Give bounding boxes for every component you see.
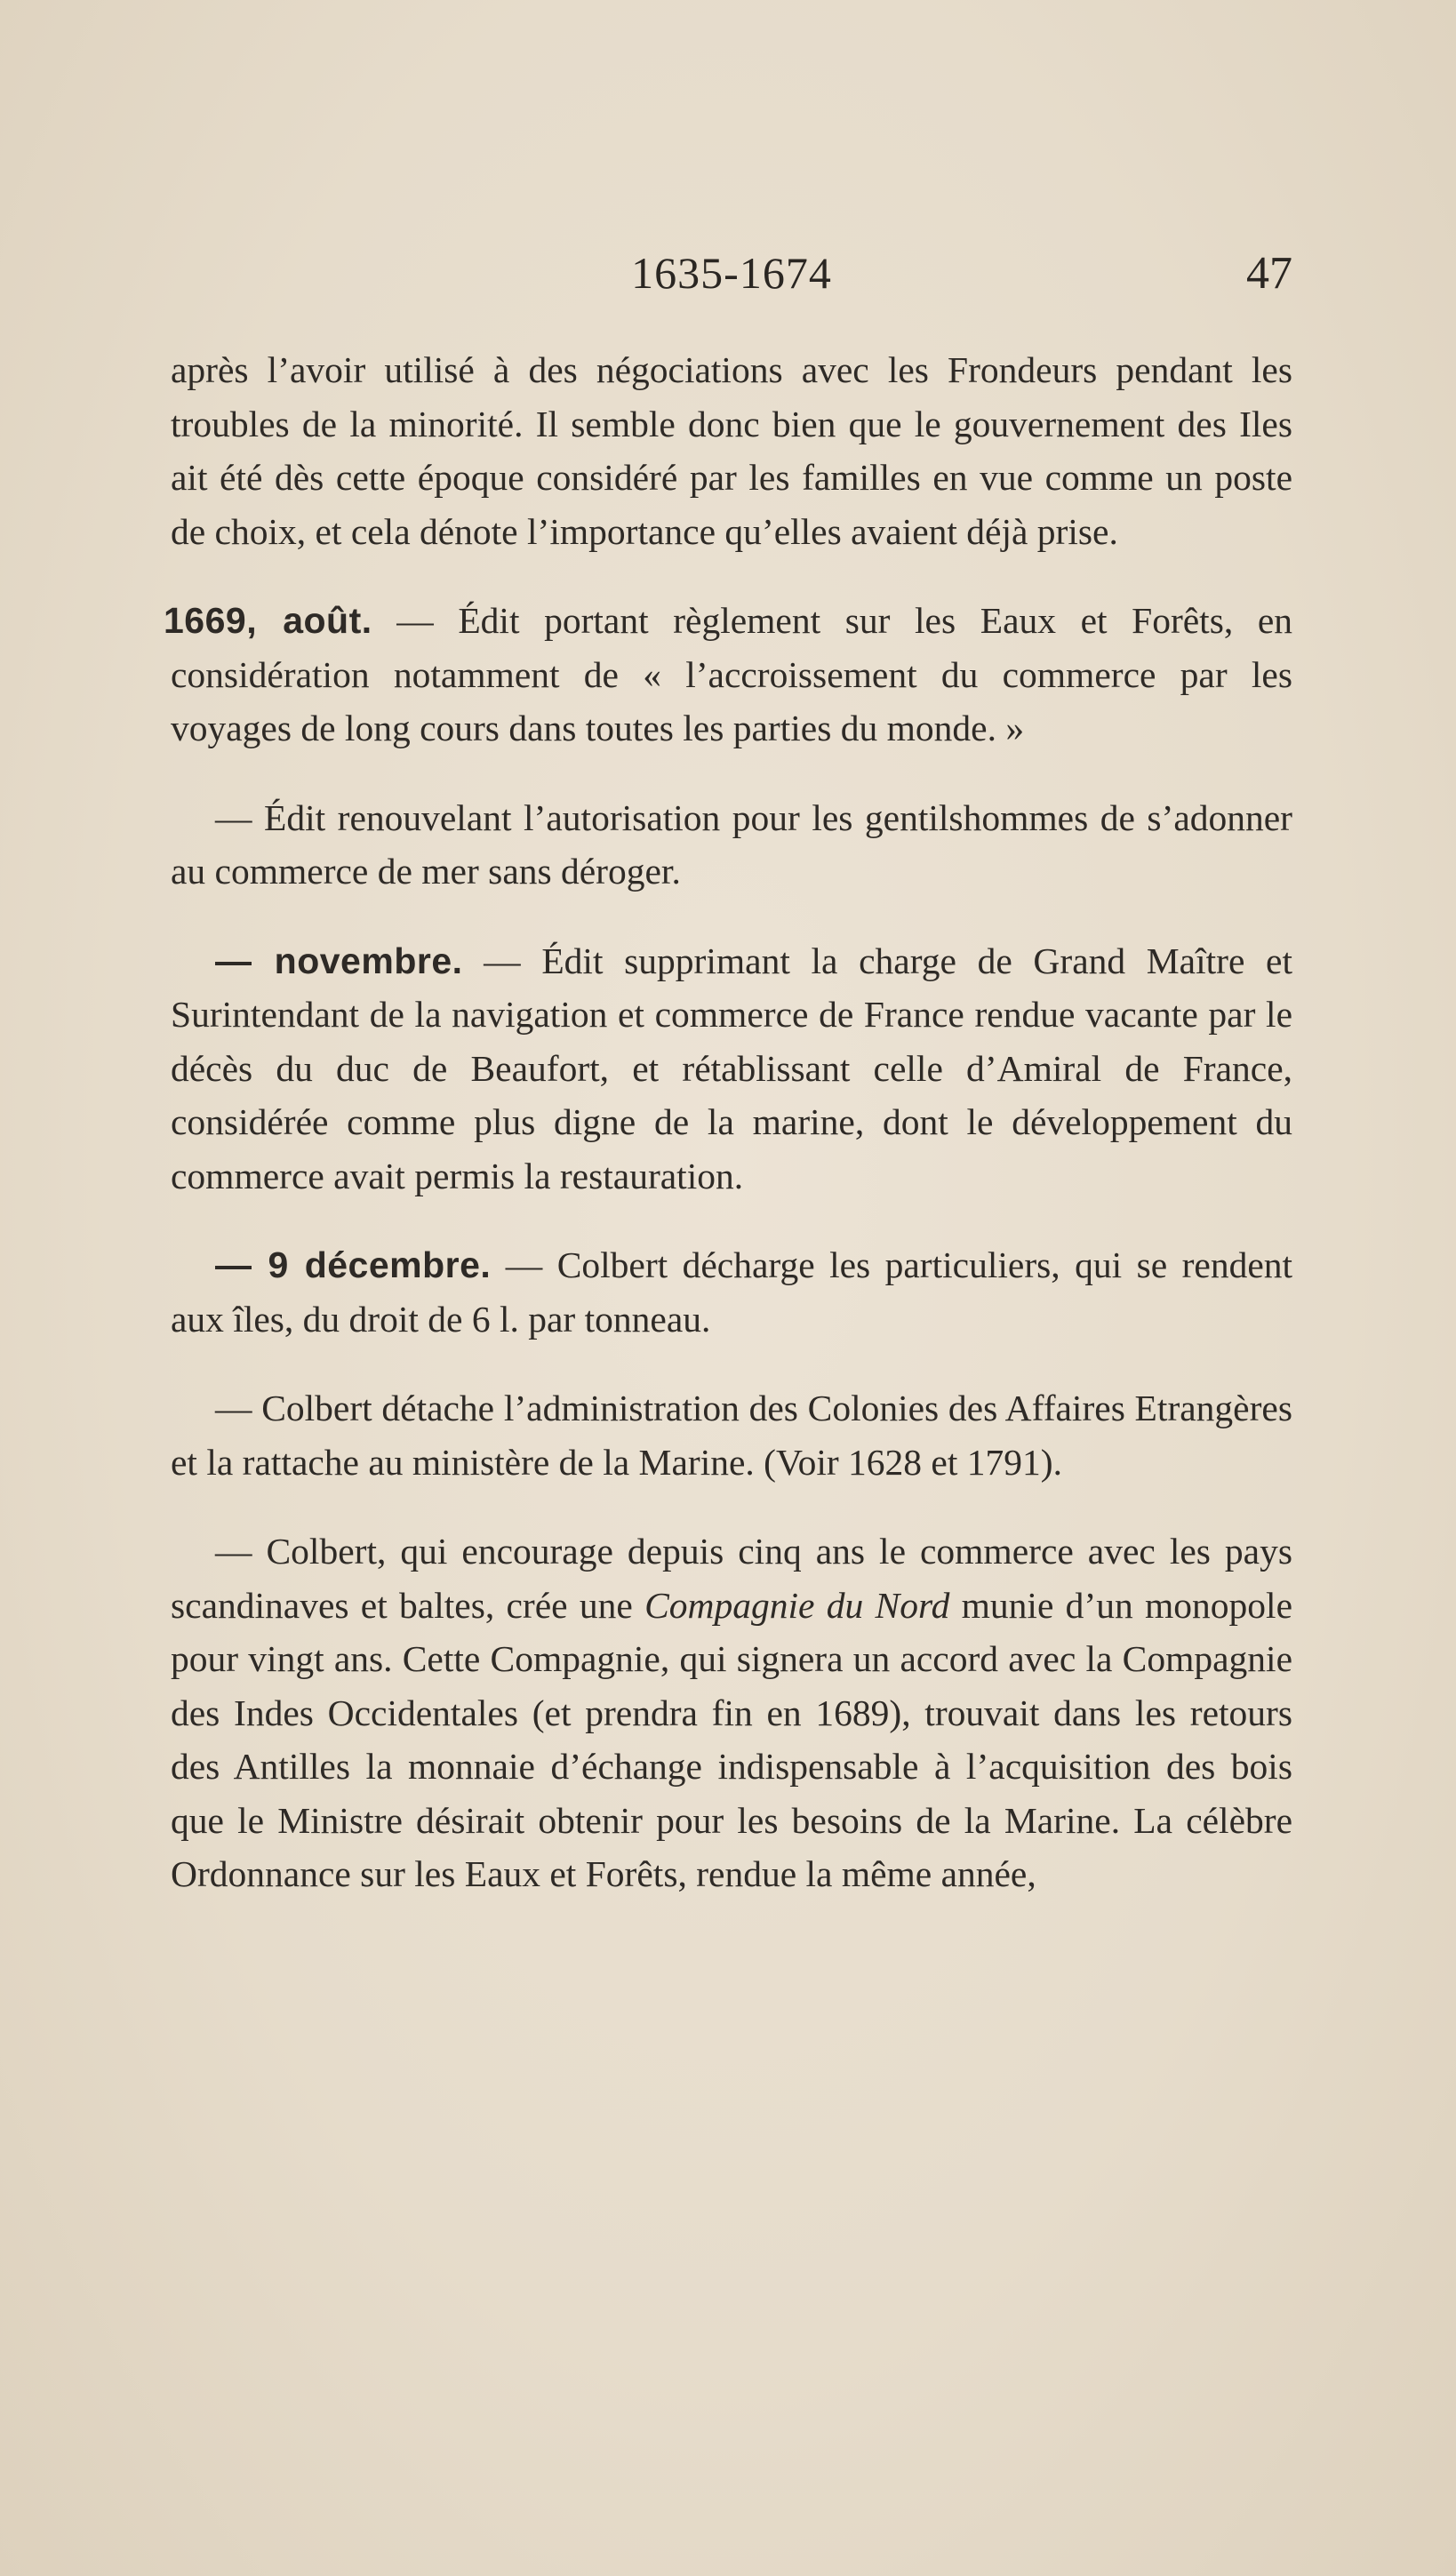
paragraph-text: après l’avoir utilisé à des négociations avec les Frondeurs pendant les troubles de la minorité. Il semble donc bien que le gouvernement des Iles ait été dès cette époque considéré par les familles en vue comme un poste de choix, et cela dénote l’importance qu’elles avaient déjà prise. xyxy=(171,349,1292,552)
entry-text: Édit supprimant la charge de Grand Maître et Surintendant de la navigation et commerce de France rendue vacante par le décès du duc de Beaufort, et rétablissant celle d’Amiral de France, considérée comme plus digne de la marine, dont le développement du commerce avait permis la restauration. xyxy=(171,940,1293,1196)
italic-title: Compagnie du Nord xyxy=(644,1584,950,1626)
entry-text: Édit portant règlement sur les Eaux et Forêts, en considération notamment de « l’accroissement du commerce par les voyages de long cours dans toutes les parties du monde. » xyxy=(171,600,1292,748)
entry-text: — Édit renouvelant l’autorisation pour les gentilshommes de s’adonner au commerce de mer sans déroger. xyxy=(171,796,1292,892)
running-head xyxy=(171,247,1292,309)
entry-separator: — xyxy=(462,940,542,981)
entry-1669-aout xyxy=(164,594,1292,756)
running-title: 1635-1674 xyxy=(631,248,832,298)
entry-9-decembre xyxy=(171,1238,1292,1346)
entry-text: — Colbert, qui encourage depuis cinq ans le commerce avec les pays scandinaves et baltes, crée une xyxy=(171,1531,1292,1626)
entry-separator: — xyxy=(491,1244,557,1285)
entry-separator: — xyxy=(372,600,459,641)
entry-colonies xyxy=(171,1381,1292,1489)
entry-date: — novembre. xyxy=(215,940,463,981)
entry-text: Colbert décharge les particuliers, qui se rendent aux îles, du droit de 6 l. par tonneau. xyxy=(171,1244,1293,1340)
entry-date: 1669, août. xyxy=(164,600,372,641)
body-text xyxy=(164,343,1293,1901)
entry-gentilshommes xyxy=(171,791,1292,899)
entry-compagnie-du-nord xyxy=(171,1524,1292,1901)
entry-text: — Colbert détache l’administration des Colonies des Affaires Etrangères et la rattache au ministère de la Marine. (Voir 1628 et 1791). xyxy=(171,1388,1292,1483)
entry-novembre xyxy=(171,934,1292,1204)
paragraph-continuation xyxy=(171,343,1292,558)
page-number: 47 xyxy=(1246,248,1292,299)
entry-date: — 9 décembre. xyxy=(215,1244,492,1285)
entry-text-continued: munie d’un monopole pour vingt ans. Cette Compagnie, qui signera un accord avec la Compagnie des Indes Occidentales (et prendra fin en 1689), trouvait dans les retours des Antilles la monnaie d’échange indispensable à l’acquisition des bois que le Ministre désirait obtenir pour les besoins de la Marine. La célèbre Ordonnance sur les Eaux et Forêts, rendue la même année, xyxy=(171,1584,1293,1894)
